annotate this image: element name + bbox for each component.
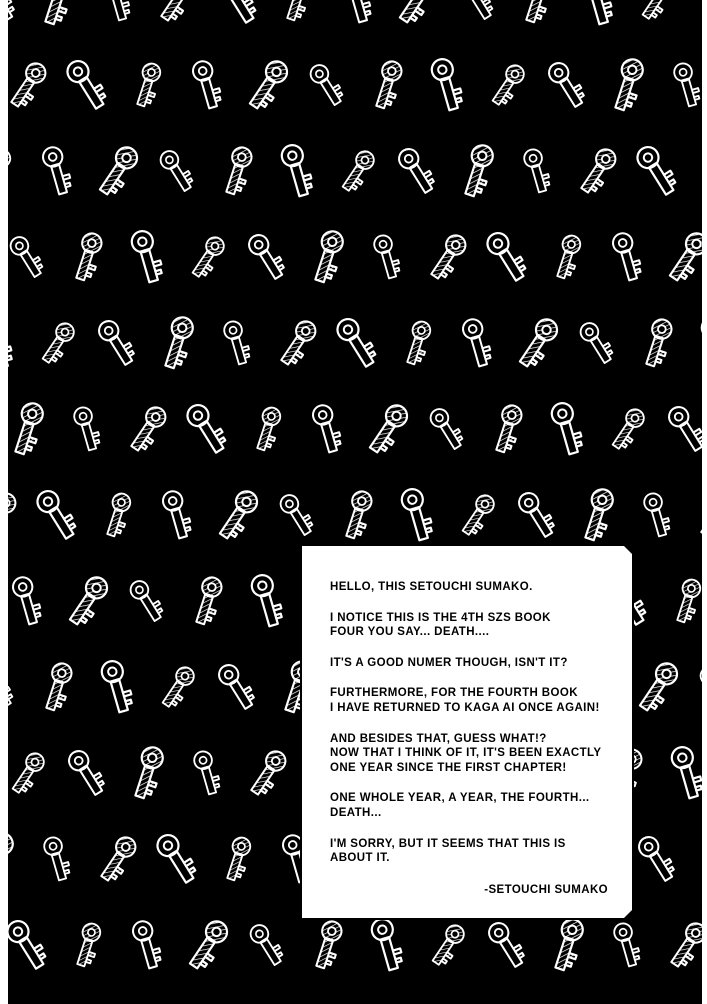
keyhole-key-icon	[636, 488, 677, 544]
keyhole-key-icon	[539, 54, 595, 117]
keyhole-key-icon	[206, 482, 268, 551]
keyhole-key-icon	[659, 914, 707, 977]
afterword-line: ABOUT IT.	[330, 852, 390, 865]
keyhole-key-icon	[119, 398, 176, 461]
keyhole-key-icon	[147, 826, 208, 895]
afterword-line: DEATH...	[330, 806, 382, 819]
keyhole-key-icon	[666, 58, 707, 114]
keyhole-key-icon	[327, 310, 388, 379]
keyhole-key-icon	[452, 138, 503, 206]
keyhole-key-icon	[184, 571, 231, 633]
keyhole-key-icon	[269, 312, 326, 375]
keyhole-key-icon	[216, 316, 257, 372]
keyhole-key-icon	[484, 399, 531, 461]
keyhole-key-icon	[364, 55, 411, 117]
corner-fold-top-right-icon	[622, 544, 634, 556]
keyhole-key-icon	[242, 568, 291, 635]
keyhole-key-icon	[362, 912, 411, 979]
keyhole-key-icon	[601, 401, 653, 459]
afterword-paragraph-gap	[330, 821, 614, 837]
keyhole-key-icon	[567, 998, 628, 1004]
keyhole-key-icon	[666, 574, 707, 631]
keyhole-key-icon	[34, 141, 79, 203]
keyhole-key-icon	[2, 229, 53, 287]
keyhole-key-icon	[66, 402, 107, 458]
afterword-line: NOW THAT I THINK OF IT, IT'S BEEN EXACTLY	[330, 747, 602, 760]
keyhole-key-icon	[242, 917, 293, 975]
keyhole-key-icon	[452, 0, 503, 29]
keyhole-key-icon	[419, 226, 476, 289]
keyhole-key-icon	[276, 0, 319, 28]
keyhole-key-icon	[2, 396, 53, 464]
keyhole-key-icon	[572, 0, 621, 34]
afterword-line: I HAVE RETURNED TO KAGA AI ONCE AGAIN!	[330, 701, 600, 714]
keyhole-key-icon	[0, 912, 57, 981]
keyhole-key-icon	[89, 312, 145, 375]
keyhole-key-icon	[366, 230, 407, 286]
keyhole-key-icon	[272, 487, 323, 545]
keyhole-key-icon	[626, 654, 688, 723]
keyhole-key-icon	[177, 396, 238, 465]
keyhole-key-icon	[4, 571, 49, 633]
keyhole-key-icon	[149, 0, 206, 32]
left-page-margin	[0, 0, 8, 1004]
keyhole-key-icon	[572, 315, 623, 373]
keyhole-key-icon	[422, 52, 471, 119]
keyhole-key-icon	[92, 654, 141, 721]
keyhole-key-icon	[514, 0, 561, 31]
corner-fold-bottom-right-icon	[622, 908, 634, 920]
keyhole-key-icon	[572, 482, 623, 550]
keyhole-key-icon	[542, 912, 593, 980]
keyhole-key-icon	[546, 230, 589, 287]
keyhole-key-icon	[329, 1000, 385, 1004]
keyhole-key-icon	[386, 0, 448, 34]
keyhole-key-icon	[184, 55, 229, 117]
keyhole-key-icon	[302, 224, 353, 292]
keyhole-key-icon	[627, 138, 688, 207]
keyhole-key-icon	[181, 229, 233, 287]
afterword-line: AND BESIDES THAT, GUESS WHAT!?	[330, 732, 547, 745]
afterword-signature: -SETOUCHI SUMAKO	[484, 883, 608, 896]
keyhole-key-icon	[302, 57, 353, 115]
keyhole-key-icon	[86, 138, 148, 207]
keyhole-key-icon	[1, 745, 53, 803]
keyhole-key-icon	[421, 917, 473, 975]
keyhole-key-icon	[304, 399, 349, 461]
keyhole-key-icon	[334, 485, 381, 547]
keyhole-key-icon	[631, 0, 683, 29]
keyhole-key-icon	[272, 138, 321, 205]
keyhole-key-icon	[662, 740, 707, 807]
keyhole-key-icon	[396, 316, 439, 373]
keyhole-key-icon	[516, 144, 557, 200]
keyhole-key-icon	[629, 828, 685, 891]
afterword-line: I NOTICE THIS IS THE 4TH SZS BOOK	[330, 611, 551, 624]
keyhole-key-icon	[634, 313, 681, 375]
keyhole-key-icon	[122, 740, 173, 808]
keyhole-key-icon	[36, 832, 77, 888]
keyhole-key-icon	[477, 224, 538, 293]
keyhole-key-icon	[509, 484, 565, 547]
keyhole-key-icon	[212, 998, 261, 1004]
keyhole-key-icon	[356, 396, 418, 465]
keyhole-key-icon	[154, 485, 199, 547]
keyhole-key-icon	[239, 742, 296, 805]
afterword-line: FURTHERMORE, FOR THE FOURTH BOOK	[330, 687, 578, 700]
keyhole-key-icon	[26, 998, 88, 1004]
afterword-line: I'M SORRY, BUT IT SEEMS THAT THIS IS	[330, 837, 566, 850]
keyhole-key-icon	[59, 742, 115, 805]
keyhole-key-icon	[126, 58, 169, 115]
keyhole-key-icon	[602, 52, 653, 120]
keyhole-key-icon	[124, 915, 169, 977]
afterword-note-box	[300, 544, 634, 920]
keyhole-key-icon	[207, 0, 268, 34]
keyhole-key-icon	[96, 0, 137, 28]
keyhole-key-icon	[656, 224, 707, 293]
afterword-paragraph-gap	[330, 670, 614, 686]
keyhole-key-icon	[151, 659, 203, 717]
afterword-text-block	[330, 580, 614, 904]
afterword-line: ONE YEAR SINCE THE FIRST CHAPTER!	[330, 761, 567, 774]
keyhole-key-icon	[304, 915, 351, 977]
keyhole-key-icon	[152, 310, 203, 378]
keyhole-key-icon	[34, 657, 81, 719]
keyhole-key-icon	[214, 141, 261, 203]
keyhole-key-icon	[334, 0, 379, 31]
keyhole-key-icon	[542, 396, 591, 463]
keyhole-key-icon	[481, 57, 533, 115]
keyhole-key-icon	[454, 313, 499, 375]
keyhole-key-icon	[604, 227, 649, 289]
keyhole-key-icon	[451, 487, 503, 545]
afterword-paragraph-gap	[330, 775, 614, 791]
afterword-line: IT'S A GOOD NUMER THOUGH, ISN'T IT?	[330, 656, 568, 669]
keyhole-key-icon	[216, 832, 259, 889]
keyhole-key-icon	[509, 1000, 566, 1004]
keyhole-key-icon	[31, 315, 83, 373]
keyhole-key-icon	[506, 310, 568, 379]
keyhole-key-icon	[96, 488, 139, 545]
keyhole-key-icon	[659, 398, 707, 461]
afterword-line: ONE WHOLE YEAR, A YEAR, THE FOURTH...	[330, 792, 590, 805]
keyhole-key-icon	[89, 828, 146, 891]
keyhole-key-icon	[236, 52, 298, 121]
keyhole-key-icon	[186, 746, 227, 802]
keyhole-key-icon	[606, 918, 647, 974]
keyhole-key-icon	[122, 573, 173, 631]
afterword-paragraph-gap	[330, 640, 614, 656]
keyhole-key-icon	[239, 226, 295, 289]
keyhole-key-icon	[152, 143, 203, 201]
afterword-line: FOUR YOU SAY... DEATH....	[330, 626, 490, 639]
afterword-paragraph-gap	[330, 716, 614, 732]
keyhole-key-icon	[392, 482, 441, 549]
keyhole-key-icon	[0, 54, 55, 117]
keyhole-key-icon	[422, 401, 473, 459]
keyhole-key-icon	[32, 0, 83, 34]
keyhole-key-icon	[479, 914, 535, 977]
right-page-margin	[702, 0, 707, 1004]
keyhole-key-icon	[66, 918, 109, 975]
keyhole-key-icon	[389, 140, 445, 203]
afterword-paragraph-gap	[330, 595, 614, 611]
afterword-line: HELLO, THIS SETOUCHI SUMAKO.	[330, 581, 533, 593]
keyhole-key-icon	[176, 912, 238, 981]
keyhole-key-icon	[246, 402, 289, 459]
keyhole-key-icon	[392, 998, 443, 1004]
keyhole-key-icon	[122, 224, 171, 291]
keyhole-key-icon	[209, 656, 265, 719]
keyhole-key-icon	[331, 143, 383, 201]
keyhole-key-icon	[56, 568, 118, 637]
keyhole-key-icon	[64, 227, 111, 289]
keyhole-key-icon	[27, 482, 88, 551]
keyhole-key-icon	[569, 140, 626, 203]
keyhole-key-icon	[57, 52, 118, 121]
